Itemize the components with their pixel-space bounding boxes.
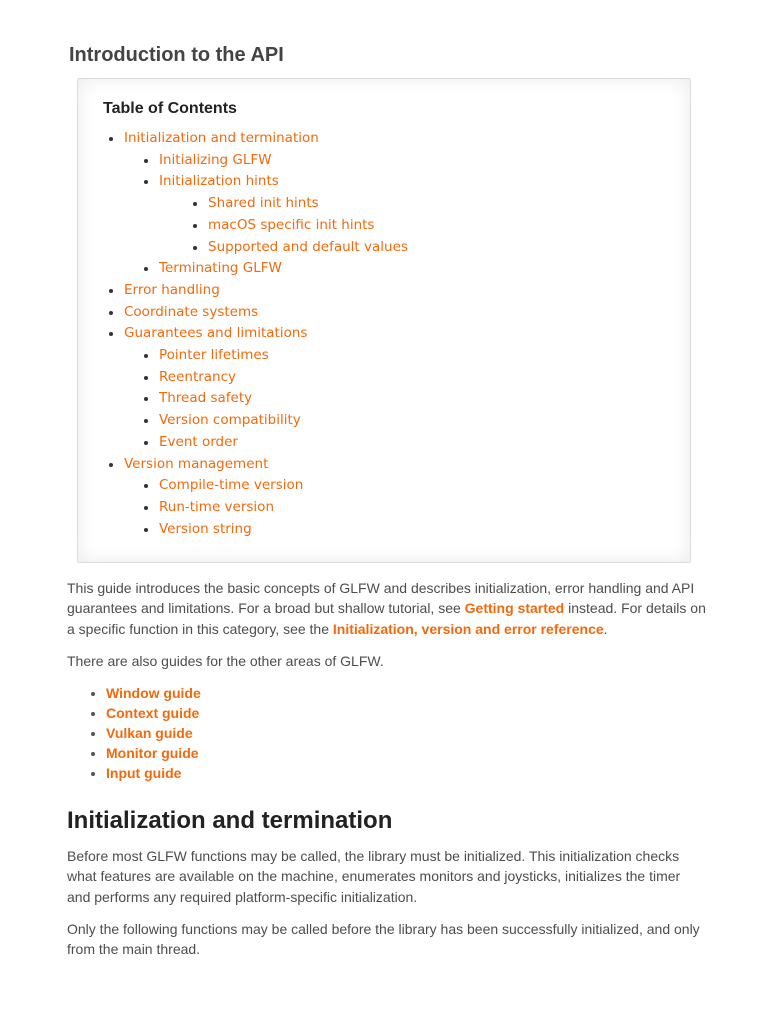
guide-item [90,703,201,723]
bullet-icon [144,354,148,358]
toc-link[interactable]: Compile-time version [159,477,304,494]
toc-link[interactable]: Guarantees and limitations [124,325,308,342]
toc-link[interactable]: Event order [159,433,238,450]
toc-item [108,367,408,389]
toc-link[interactable]: Initialization and termination [124,130,319,146]
toc-list [108,128,408,540]
guide-item [90,763,201,783]
intro-text-2: instead. For details on a specific function in this category, see the [67,600,706,637]
page-title: Introduction to the API [69,44,284,66]
section-paragraph-1: Before most GLFW functions may be called, the library must be initialized. This initialization checks what features are available on the machine, enumerates monitors and joysticks, initializes the timer and performs any required platform-specific initialization. [67,848,681,905]
bullet-icon [144,441,148,445]
bullet-icon [109,289,113,293]
toc-item [108,410,408,432]
toc-item [108,345,408,367]
toc-item [108,215,408,237]
bullet-icon [91,732,95,736]
toc-link[interactable]: Initialization hints [159,173,279,190]
toc-link[interactable]: Supported and default values [208,238,408,255]
bullet-icon [109,137,113,141]
toc-item [108,519,408,541]
guide-link[interactable]: Vulkan guide [106,725,193,742]
toc-link[interactable]: Run-time version [159,498,274,515]
toc-item [108,302,408,324]
guide-link[interactable]: Monitor guide [106,745,199,762]
toc-link[interactable]: Version management [124,455,269,472]
intro-paragraph [67,578,707,639]
guide-link[interactable]: Input guide [106,765,182,782]
toc-link[interactable]: macOS specific init hints [208,216,375,233]
toc-link[interactable]: Coordinate systems [124,303,259,320]
toc-link[interactable]: Pointer lifetimes [159,347,269,364]
toc-item [108,258,408,280]
bullet-icon [91,712,95,716]
bullet-icon [109,311,113,315]
toc-link[interactable]: Shared init hints [208,195,319,212]
bullet-icon [144,528,148,532]
bullet-icon [193,224,197,228]
guides-list [90,683,201,783]
guide-link[interactable]: Window guide [106,685,201,701]
guide-item [90,683,201,703]
toc-item [108,171,408,193]
guide-item [90,743,201,763]
toc-link[interactable]: Reentrancy [159,368,237,385]
getting-started-link[interactable]: Getting started [464,600,565,617]
toc-link[interactable]: Thread safety [159,390,253,407]
toc-item [108,280,408,302]
bullet-icon [91,752,95,756]
bullet-icon [144,419,148,423]
toc-item [108,237,408,259]
intro-text-3: . [603,620,608,637]
toc-link[interactable]: Version compatibility [159,412,301,429]
toc-item [108,454,408,476]
bullet-icon [91,692,95,696]
bullet-icon [144,484,148,488]
toc-link[interactable]: Initializing GLFW [159,151,272,168]
bullet-icon [193,202,197,206]
toc-item [108,128,408,150]
init-reference-link[interactable]: Initialization, version and error reference [332,620,604,637]
bullet-icon [144,180,148,184]
section-paragraph-2: Only the following functions may be called before the library has been successfully initialized, and only from the main thread. [67,921,700,958]
bullet-icon [144,376,148,380]
bullet-icon [109,463,113,467]
toc-item [108,150,408,172]
bullet-icon [144,267,148,271]
section-heading: Initialization and termination [67,807,393,834]
bullet-icon [144,159,148,163]
toc-item [108,193,408,215]
toc-item [108,388,408,410]
bullet-icon [144,506,148,510]
guide-item [90,723,201,743]
toc-item [108,497,408,519]
toc-item [108,475,408,497]
bullet-icon [144,397,148,401]
bullet-icon [193,246,197,250]
bullet-icon [91,772,95,776]
bullet-icon [109,332,113,336]
table-of-contents [77,78,691,563]
guide-link[interactable]: Context guide [106,705,200,722]
toc-item [108,323,408,345]
guides-intro: There are also guides for the other areas of GLFW. [67,653,384,669]
toc-link[interactable]: Terminating GLFW [159,260,282,277]
toc-title: Table of Contents [103,100,237,117]
toc-link[interactable]: Error handling [124,281,220,298]
toc-link[interactable]: Version string [159,520,252,537]
intro-text-1: This guide introduces the basic concepts of GLFW and describes initialization, error handling and API guarantees and limitations. For a broad but shallow tutorial, see [67,580,695,617]
toc-item [108,432,408,454]
